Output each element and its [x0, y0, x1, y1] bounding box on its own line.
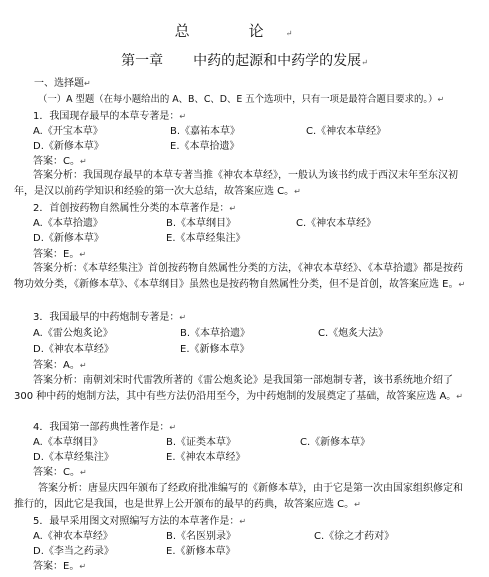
q3-answer: 答案：A。↵ [33, 360, 87, 371]
q2-answer: 答案：E。↵ [33, 249, 87, 260]
q1-analysis: 答案分析：我国现存最早的本草专著当推《神农本草经》，一般认为该书约成于西汉末年至东汉初年，是汉以前药学知识和经验的第一次大总结，故答案应选 C。↵ [14, 170, 458, 197]
document-title: 总 论↵ [174, 22, 315, 40]
question-5: 5．最早采用图文对照编写方法的本草著作是：↵ [33, 516, 247, 527]
q1-option-c: C.《神农本草经》 [306, 126, 387, 137]
q2-option-b: B.《本草纲目》 [166, 218, 237, 229]
chapter-heading: 第一章 中药的起源和中药学的发展↵ [121, 53, 368, 69]
q3-analysis: 答案分析：南朝刘宋时代雷敩所著的《雷公炮炙论》是我国第一部炮制专著，该书系统地介绍了 300 种中药的炮制方法，其中有些方法仍沿用至今，为中药炮制的发展奠定了基础，故答案应选 A。↵ [14, 375, 463, 402]
q1-option-b: B.《嘉祐本草》 [170, 126, 241, 137]
section-heading: 一、选择题↵ [34, 78, 91, 89]
q3-option-b: B.《本草拾遗》 [180, 328, 251, 339]
type-a-heading: （一）A 型题（在每小题给出的 A、B、C、D、E 五个选项中，只有一项是最符合题目要求的。）↵ [38, 94, 445, 105]
q3-option-d: D.《神农本草经》 [33, 344, 114, 355]
q4-option-d: D.《本草经集注》 [33, 452, 114, 463]
q1-option-d: D.《新修本草》 [33, 141, 104, 152]
q4-option-a: A.《本草纲目》 [33, 437, 103, 448]
q5-option-a: A.《神农本草经》 [33, 531, 113, 542]
q3-option-a: A.《雷公炮炙论》 [33, 328, 113, 339]
q4-option-e: E.《神农本草经》 [166, 452, 246, 463]
q2-option-a: A.《本草拾遗》 [33, 218, 103, 229]
q4-analysis: 答案分析：唐显庆四年颁布了经政府批准编写的《新修本草》，由于它是第一次由国家组织修定和推行的，因此它是我国，也是世界上公开颁布的最早的药典，故答案应选 C。↵ [14, 483, 463, 510]
q4-option-b: B.《证类本草》 [166, 437, 237, 448]
q4-answer: 答案：C。↵ [33, 467, 87, 478]
q1-option-a: A.《开宝本草》 [33, 126, 103, 137]
q2-option-c: C.《神农本草经》 [296, 218, 377, 229]
q3-option-e: E.《新修本草》 [180, 344, 250, 355]
q5-option-e: E.《新修本草》 [166, 546, 236, 557]
q2-option-d: D.《新修本草》 [33, 233, 104, 244]
q3-option-c: C.《炮炙大法》 [318, 328, 389, 339]
q2-analysis: 答案分析：《本草经集注》首创按药物自然属性分类的方法，《神农本草经》、《本草拾遗》都是按药物功效分类，《新修本草》、《本草纲目》虽然也是按药物自然属性分类，但不是首创，故答案应选 E。↵ [14, 263, 466, 290]
question-2: 2．首创按药物自然属性分类的本草著作是：↵ [33, 203, 237, 214]
q4-option-c: C.《新修本草》 [300, 437, 371, 448]
q2-option-e: E.《本草经集注》 [166, 233, 246, 244]
q5-option-b: B.《名医别录》 [166, 531, 237, 542]
question-3: 3．我国最早的中药炮制专著是：↵ [33, 312, 187, 323]
q5-option-c: C.《徐之才药对》 [314, 531, 395, 542]
q5-option-d: D.《李当之药录》 [33, 546, 114, 557]
question-4: 4．我国第一部药典性著作是：↵ [33, 422, 177, 433]
q5-answer: 答案：E。↵ [33, 561, 87, 572]
q1-option-e: E.《本草拾遗》 [170, 141, 240, 152]
q1-answer: 答案：C。↵ [33, 156, 87, 167]
question-1: 1．我国现存最早的本草专著是：↵ [33, 111, 187, 122]
